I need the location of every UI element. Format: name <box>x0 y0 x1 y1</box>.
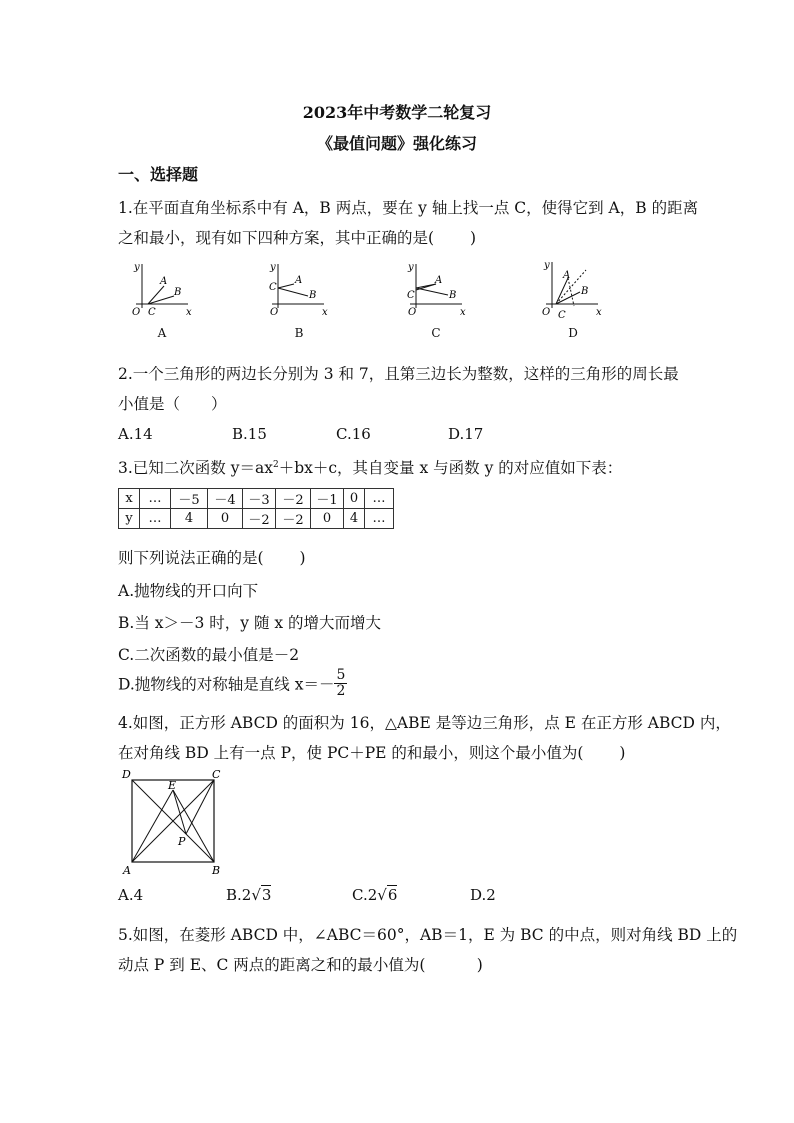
origin-label: O <box>270 307 279 318</box>
q1-figure-d <box>538 256 606 320</box>
q1-figure-c-caption: C <box>431 326 441 340</box>
point-b-label: B <box>581 286 589 297</box>
q4-line1: 4.如图，正方形 ABCD 的面积为 16，△ABE 是等边三角形，点 E 在正方形 ABCD 内， <box>118 714 731 732</box>
q1-figure-b-caption: B <box>294 326 304 340</box>
origin-label: O <box>408 307 417 318</box>
x-axis-label: x <box>460 307 466 318</box>
q1-figure-a-caption: A <box>157 326 167 340</box>
point-c-label: C <box>269 282 277 293</box>
q3-value-table <box>118 488 394 529</box>
x-axis-label: x <box>186 307 192 318</box>
q1-figure-a <box>128 258 196 320</box>
origin-label: O <box>132 307 141 318</box>
q2-option-d: D.17 <box>448 425 484 443</box>
vertex-d-label: D <box>122 768 131 781</box>
q1-line2: 之和最小，现有如下四种方案，其中正确的是( ) <box>118 229 477 247</box>
vertex-a-label: A <box>123 864 131 876</box>
q4-option-a: A.4 <box>118 886 144 904</box>
section-heading: 一、选择题 <box>118 165 199 184</box>
q4-line2: 在对角线 BD 上有一点 P，使 PC＋PE 的和最小，则这个最小值为( ) <box>118 744 626 762</box>
q2-line1: 2.一个三角形的两边长分别为 3 和 7，且第三边长为整数，这样的三角形的周长最 <box>118 365 679 383</box>
document-title: 2023年中考数学二轮复习 <box>302 103 492 122</box>
q1-figure-d-caption: D <box>568 326 578 340</box>
q5-line2: 动点 P 到 E、C 两点的距离之和的最小值为( ) <box>118 956 483 974</box>
q3-option-d: D.抛物线的对称轴是直线 x＝－ $\frac{5}{2}$ <box>118 667 346 699</box>
q3-line2: 则下列说法正确的是( ) <box>118 549 306 567</box>
q4-option-d: D.2 <box>470 886 496 904</box>
q1-figure-c <box>402 258 470 320</box>
point-b-label: B <box>174 287 182 298</box>
q2-option-b: B.15 <box>232 425 267 443</box>
q3-option-b: B.当 x＞－3 时，y 随 x 的增大而增大 <box>118 614 382 632</box>
q4-option-c: C.2√6 <box>352 886 398 904</box>
q2-line2: 小值是（ ） <box>118 395 227 413</box>
q3-option-c: C.二次函数的最小值是－2 <box>118 646 300 664</box>
vertex-c-label: C <box>212 768 221 781</box>
point-a-label: A <box>160 276 168 287</box>
y-axis-label: y <box>270 262 276 273</box>
y-axis-label: y <box>134 262 140 273</box>
point-b-label: B <box>309 290 317 301</box>
q2-option-c: C.16 <box>336 425 371 443</box>
point-a-label: A <box>563 270 571 281</box>
point-c-label: C <box>407 290 415 301</box>
point-c-label: C <box>558 310 566 320</box>
point-e-label: E <box>168 779 177 792</box>
point-c-label: C <box>148 307 156 318</box>
q3-line1: 3.已知二次函数 $y=ax^2+bx+c$，其自变量 x 与函数 y 的对应值如下表： <box>118 459 623 477</box>
x-axis-label: x <box>596 307 602 318</box>
point-p-label: P <box>178 835 186 848</box>
q4-option-b: B.2√3 <box>226 886 272 904</box>
q4-square-figure <box>120 768 226 876</box>
x-axis-label: x <box>322 307 328 318</box>
origin-label: O <box>542 307 551 318</box>
point-b-label: B <box>449 290 457 301</box>
q1-line1: 1.在平面直角坐标系中有 A，B 两点，要在 y 轴上找一点 C，使得它到 A，B 的距离 <box>118 199 699 217</box>
q5-line1: 5.如图，在菱形 ABCD 中，∠ABC＝60°，AB＝1，E 为 BC 的中点，则对角线 BD 上的 <box>118 926 738 944</box>
point-a-label: A <box>295 275 303 286</box>
vertex-b-label: B <box>212 864 221 876</box>
y-axis-label: y <box>544 260 550 271</box>
document-subtitle: 《最值问题》强化练习 <box>316 134 477 153</box>
point-a-label: A <box>435 275 443 286</box>
q1-figure-b <box>264 258 332 320</box>
q2-option-a: A.14 <box>118 425 153 443</box>
y-axis-label: y <box>408 262 414 273</box>
table-row: x … －5 －4 －3 －2 －1 0 … <box>119 489 394 509</box>
q3-option-a: A.抛物线的开口向下 <box>118 582 259 600</box>
table-row: y … 4 0 －2 －2 0 4 … <box>119 509 394 529</box>
